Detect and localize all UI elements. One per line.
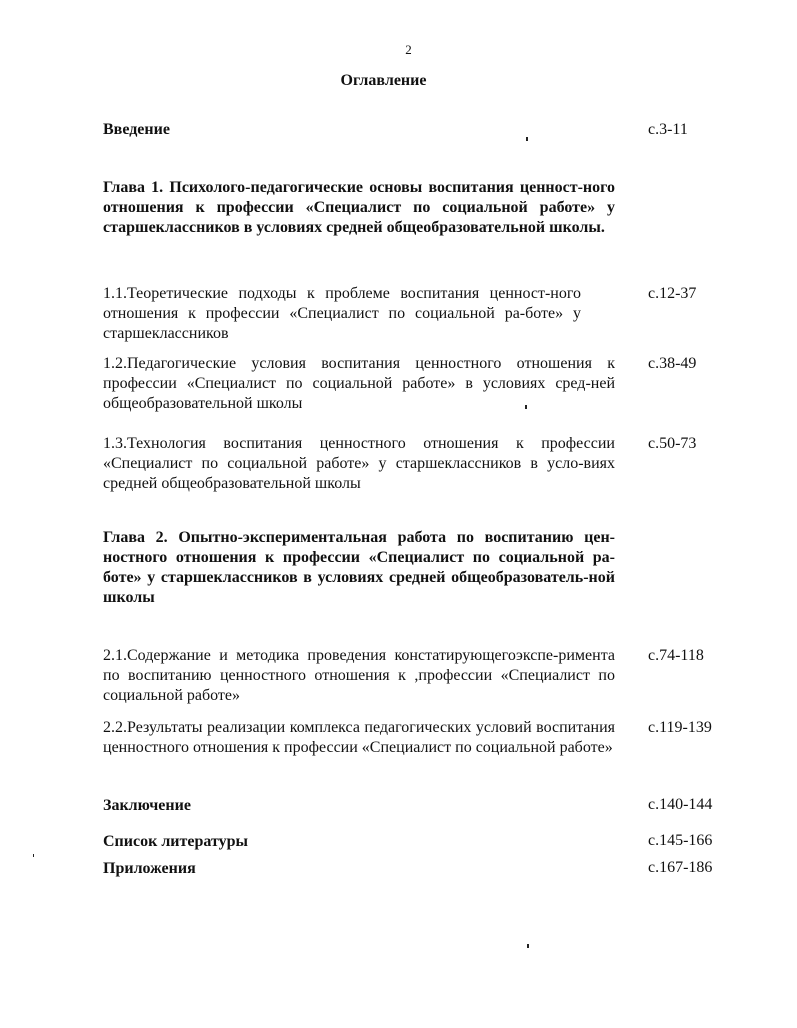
toc-page-references: с.145-166 — [648, 832, 713, 849]
toc-page-introduction: с.3-11 — [648, 121, 688, 138]
toc-entry-references: Список литературы — [103, 833, 248, 850]
toc-page-1-2: с.38-49 — [648, 355, 697, 372]
toc-section-1-2: 1.2.Педагогические условия воспитания ценностного отношения к профессии «Специалист по социальной работе» в условиях сред-ней общеобразовательной школы — [103, 355, 615, 412]
toc-page-1-1: с.12-37 — [648, 285, 697, 302]
page-number: 2 — [405, 42, 412, 57]
toc-section-1-1: 1.1.Теоретические подходы к проблеме воспитания ценност-ного отношения к профессии «Специалист по социальной ра-боте» у старшеклассников — [103, 285, 581, 342]
toc-page-1-3: с.50-73 — [648, 435, 697, 452]
page-title: Оглавление — [340, 72, 427, 89]
toc-page-2-2: с.119-139 — [648, 719, 712, 736]
toc-chapter-2-heading: Глава 2. Опытно-экспериментальная работа по воспитанию цен-ностного отношения к профессии «Специалист по социальной ра-боте» у старшеклассников в условиях средней общеобразователь-ной школы — [103, 529, 615, 606]
toc-section-2-2: 2.2.Результаты реализации комплекса педагогических условий воспитания ценностного отношения к профессии «Специалист по социальной работе» — [103, 719, 615, 756]
toc-chapter-1-heading: Глава 1. Психолого-педагогические основы воспитания ценност-ного отношения к профессии «Специалист по социальной работе» у старшеклассников в условиях средней общеобразовательной школы. — [103, 179, 615, 236]
toc-section-2-1: 2.1.Содержание и методика проведения констатирующегоэкспе-римента по воспитанию ценностного отношения к ,профессии «Специалист по социальной работе» — [103, 647, 615, 704]
toc-entry-conclusion: Заключение — [103, 797, 191, 814]
toc-page-2-1: с.74-118 — [648, 647, 704, 664]
toc-entry-appendices: Приложения — [103, 860, 196, 877]
toc-section-1-3: 1.3.Технология воспитания ценностного отношения к профессии «Специалист по социальной работе» у старшеклассников в усло-виях средней общеобразовательной школы — [103, 435, 615, 492]
toc-page-appendices: с.167-186 — [648, 859, 713, 876]
scan-speck — [525, 405, 527, 409]
toc-page-conclusion: с.140-144 — [648, 796, 713, 813]
scan-speck — [527, 944, 529, 948]
scan-speck — [526, 137, 528, 141]
toc-entry-introduction: Введение — [103, 121, 170, 138]
scan-speck — [33, 854, 34, 857]
